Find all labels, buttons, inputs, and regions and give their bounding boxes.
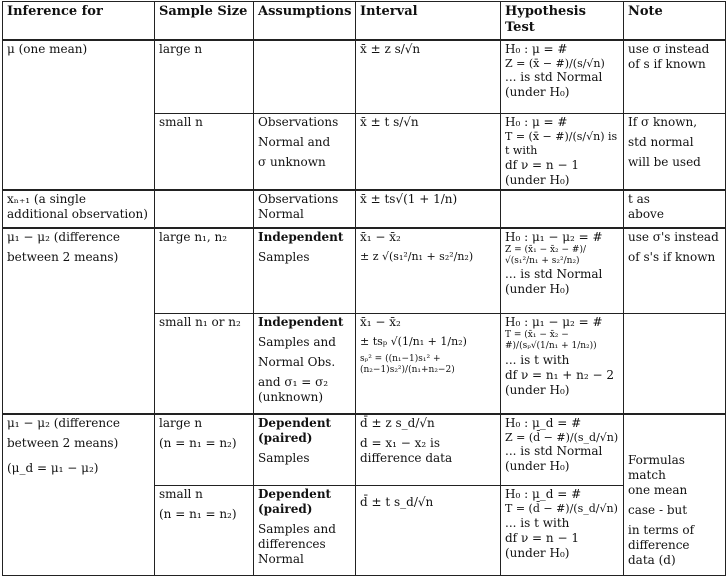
note-cell	[624, 190, 726, 228]
sample-size-cell	[155, 40, 254, 114]
hypothesis-line: H₀ : μ = #	[505, 41, 568, 56]
table-row	[3, 190, 726, 228]
inference-text: between 2 means)	[7, 435, 119, 450]
table-row	[3, 414, 726, 486]
note-line: use σ's instead	[628, 229, 719, 244]
header-hypothesis-test: Hypothesis Test	[501, 2, 624, 40]
hypothesis-line: ... is t with	[505, 352, 570, 367]
hypothesis-line: ... is std Normal	[505, 267, 603, 281]
assumption-line: Normal	[258, 206, 304, 221]
inference-cell	[3, 414, 155, 576]
assumption-line: Observations	[258, 191, 339, 206]
inference-text: xₙ₊₁ (a single	[7, 191, 86, 206]
table-row	[3, 40, 726, 114]
inference-text: μ₁ − μ₂ (difference	[7, 229, 120, 244]
interval-cell	[356, 190, 501, 228]
note-cell	[624, 414, 726, 576]
note-line: case - but	[628, 502, 688, 517]
table-row	[3, 228, 726, 314]
assumption-line: Observations	[258, 115, 339, 129]
sample-size-cell	[155, 190, 254, 228]
sample-size-text: (n = n₁ = n₂)	[159, 435, 237, 450]
hypothesis-cell	[501, 190, 624, 228]
interval-formula: d̄ ± z s_d/√n	[360, 415, 435, 430]
assumption-line: and σ₁ = σ₂	[258, 375, 329, 389]
sample-size-cell	[155, 228, 254, 314]
interval-cell	[356, 114, 501, 190]
hypothesis-line: ... is std Normal	[505, 444, 603, 459]
sample-size-text: large n	[159, 41, 203, 56]
note-line: in terms of	[628, 522, 695, 537]
hypothesis-line: (under H₀)	[505, 172, 570, 187]
note-line: match	[628, 467, 666, 482]
assumption-line: Normal Obs.	[258, 355, 336, 369]
inference-cell	[3, 40, 155, 190]
interval-formula: sₚ² = ((n₁−1)s₁² + (n₂−1)s₂²)/(n₁+n₂−2)	[360, 353, 455, 375]
interval-cell	[356, 314, 501, 414]
inference-cell	[3, 190, 155, 228]
note-line: of s if known	[628, 56, 706, 71]
interval-formula: x̄ ± t s/√n	[360, 115, 419, 129]
note-cell	[624, 114, 726, 190]
sample-size-cell	[155, 486, 254, 576]
hypothesis-line: ... is std Normal	[505, 70, 603, 85]
header-row	[3, 2, 726, 40]
header-assumptions: Assumptions	[254, 2, 356, 40]
hypothesis-line: T = (x̄₁ − x̄₂ − #)/(sₚ√(1/n₁ + 1/n₂))	[505, 330, 597, 352]
assumption-line: Samples and	[258, 335, 336, 349]
note-line: data (d)	[628, 552, 676, 567]
hypothesis-cell	[501, 314, 624, 414]
hypothesis-line: H₀ : μ_d = #	[505, 415, 582, 430]
assumption-line: Normal and	[258, 135, 331, 149]
hypothesis-line: T = (d̄ − #)/(s_d/√n)	[505, 502, 618, 515]
hypothesis-line: (under H₀)	[505, 85, 570, 100]
assumptions-cell	[254, 40, 356, 114]
assumptions-cell	[254, 414, 356, 486]
interval-formula: x̄₁ − x̄₂	[360, 315, 401, 329]
interval-formula: x̄ ± ts√(1 + 1/n)	[360, 191, 458, 206]
assumption-line: Dependent	[258, 415, 332, 430]
hypothesis-line: (under H₀)	[505, 282, 570, 296]
hypothesis-cell	[501, 414, 624, 486]
assumption-line: Samples	[258, 249, 310, 264]
header-note: Note	[624, 2, 726, 40]
sample-size-cell	[155, 114, 254, 190]
assumptions-cell	[254, 114, 356, 190]
header-inference: Inference for	[3, 2, 155, 40]
sample-size-text: small n₁ or n₂	[159, 315, 241, 329]
assumptions-cell	[254, 314, 356, 414]
note-line: of s's if known	[628, 249, 716, 264]
assumption-line: differences	[258, 537, 326, 551]
header-interval: Interval	[356, 2, 501, 40]
assumption-line: Independent	[258, 229, 344, 244]
inference-text: (μ_d = μ₁ − μ₂)	[7, 460, 99, 475]
assumption-line: (paired)	[258, 430, 313, 445]
hypothesis-cell	[501, 114, 624, 190]
note-cell	[624, 40, 726, 114]
hypothesis-line: df ν = n₁ + n₂ − 2	[505, 367, 614, 382]
interval-formula: d = x₁ − x₂ is	[360, 435, 441, 450]
inference-table	[2, 1, 726, 576]
hypothesis-line: H₀ : μ₁ − μ₂ = #	[505, 315, 603, 329]
assumptions-cell	[254, 228, 356, 314]
interval-formula: x̄₁ − x̄₂	[360, 229, 401, 244]
inference-text: μ₁ − μ₂ (difference	[7, 415, 120, 430]
hypothesis-cell	[501, 486, 624, 576]
hypothesis-line: (under H₀)	[505, 382, 570, 397]
interval-formula: difference data	[360, 450, 453, 465]
note-line: above	[628, 206, 664, 221]
note-line: std normal	[628, 135, 694, 149]
note-cell	[624, 314, 726, 414]
note-line: use σ instead	[628, 41, 710, 56]
interval-cell	[356, 40, 501, 114]
interval-cell	[356, 228, 501, 314]
assumption-line: Samples and	[258, 522, 336, 536]
note-line: difference	[628, 537, 690, 552]
assumption-line: Independent	[258, 315, 344, 329]
note-line: If σ known,	[628, 115, 698, 129]
hypothesis-line: H₀ : μ = #	[505, 115, 568, 129]
hypothesis-line: T = (x̄ − #)/(s/√n) is t with	[505, 130, 618, 157]
header-sample-size: Sample Size	[155, 2, 254, 40]
interval-formula: ± tsₚ √(1/n₁ + 1/n₂)	[360, 335, 467, 348]
hypothesis-cell	[501, 228, 624, 314]
assumption-line: (paired)	[258, 502, 313, 516]
sample-size-text: small n	[159, 487, 203, 501]
inference-cell	[3, 228, 155, 414]
assumption-line: Normal	[258, 552, 304, 566]
hypothesis-line: (under H₀)	[505, 459, 570, 474]
note-line: will be used	[628, 155, 701, 169]
hypothesis-line: H₀ : μ_d = #	[505, 487, 582, 501]
sample-size-text: small n	[159, 115, 203, 129]
interval-formula: x̄ ± z s/√n	[360, 41, 421, 56]
hypothesis-line: df ν = n − 1	[505, 530, 579, 545]
sample-size-cell	[155, 314, 254, 414]
sample-size-text: large n	[159, 415, 203, 430]
hypothesis-line: ... is t with	[505, 515, 570, 530]
hypothesis-line: Z = (d̄ − #)/(s_d/√n)	[505, 430, 619, 444]
hypothesis-line: (under H₀)	[505, 545, 570, 560]
interval-formula: d̄ ± t s_d/√n	[360, 495, 434, 509]
hypothesis-line: df ν = n − 1	[505, 157, 579, 172]
assumptions-cell	[254, 190, 356, 228]
inference-text: μ (one mean)	[7, 41, 88, 56]
hypothesis-line: H₀ : μ₁ − μ₂ = #	[505, 229, 603, 244]
assumption-line: (unknown)	[258, 390, 324, 404]
sample-size-text: (n = n₁ = n₂)	[159, 507, 237, 521]
assumptions-cell	[254, 486, 356, 576]
inference-text: between 2 means)	[7, 249, 119, 264]
note-line: Formulas	[628, 452, 685, 467]
interval-formula: ± z √(s₁²/n₁ + s₂²/n₂)	[360, 249, 474, 263]
inference-text: additional observation)	[7, 206, 148, 221]
assumption-line: Samples	[258, 450, 310, 465]
note-line: t as	[628, 191, 650, 206]
note-cell	[624, 228, 726, 314]
hypothesis-line: Z = (x̄ − #)/(s/√n)	[505, 56, 605, 70]
hypothesis-line: Z = (x̄₁ − x̄₂ − #)/√(s₁²/n₁ + s₂²/n₂)	[505, 244, 587, 266]
hypothesis-cell	[501, 40, 624, 114]
sample-size-text: large n₁, n₂	[159, 229, 228, 244]
sample-size-cell	[155, 414, 254, 486]
note-line: one mean	[628, 482, 688, 497]
assumption-line: Dependent	[258, 487, 332, 501]
interval-cell	[356, 486, 501, 576]
interval-cell	[356, 414, 501, 486]
assumption-line: σ unknown	[258, 155, 326, 169]
